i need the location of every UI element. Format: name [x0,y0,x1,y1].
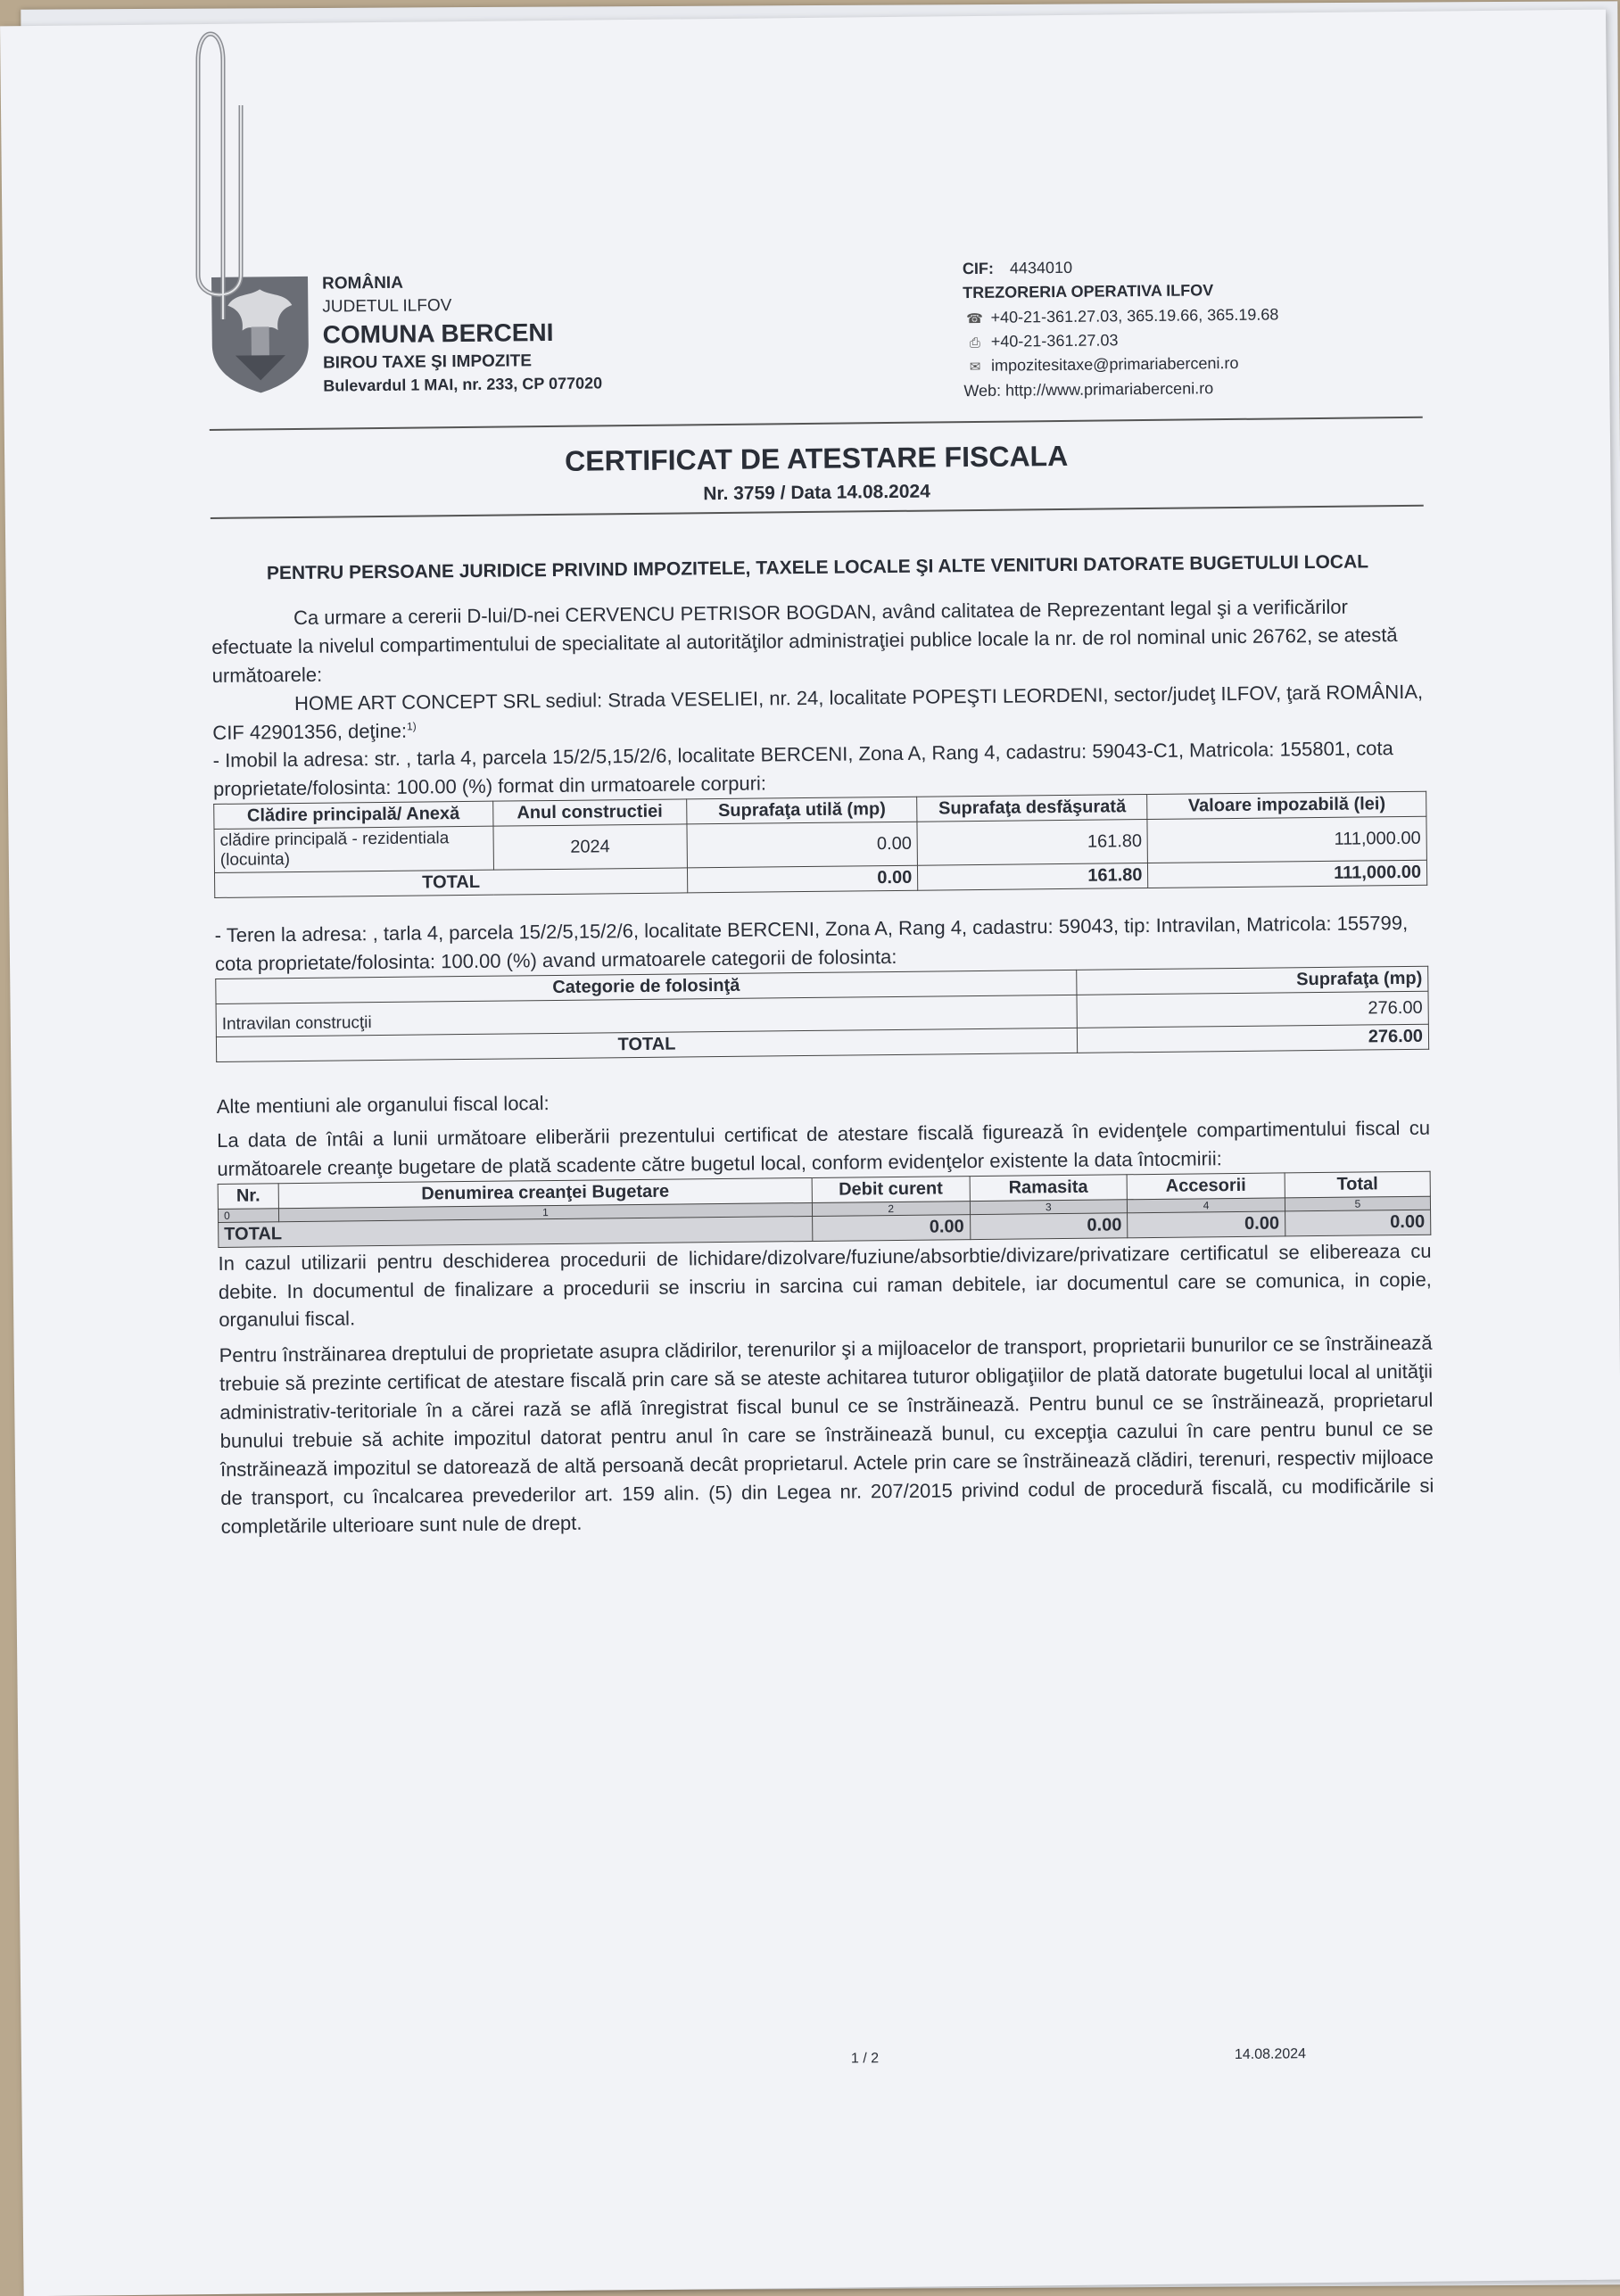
paper-clip-icon [187,7,259,328]
col-header: Suprafaţa utilă (mp) [687,797,917,824]
page-footer [227,2045,1440,2067]
col-header: Denumirea creanţei Bugetare [278,1177,812,1208]
debts-paragraph: La data de întâi a lunii următoare eliberării prezentului certificat de atestare fiscală figurează în evidenţele compartimentului fiscal cu următoarele creanţe bugetare de plată scadente către bugetul local, conform evidenţelor existente la data întocmirii: [217,1116,1431,1180]
total-amount: 0.00 [1285,1210,1430,1236]
phone-line [963,302,1278,330]
col-header: Ramasita [970,1174,1128,1201]
letterhead [208,235,1423,425]
total-taxable-value: 111,000.00 [1148,860,1427,888]
built-area-cell: 161.80 [917,820,1148,866]
fax-icon: ⎙ [969,335,980,351]
index-cell: 4 [1128,1198,1285,1213]
email-icon: ✉ [969,359,981,376]
index-cell: 5 [1285,1196,1430,1211]
col-header: Valoare impozabilă (lei) [1147,791,1426,819]
taxable-value-cell: 111,000.00 [1147,816,1426,863]
building-description: - Imobil la adresa: str. , tarla 4, parcela 15/2/5,15/2/6, localitate BERCENI, Zona A, Rang 4, cadastru: 59043-C1, Matricola: 155801, cota proprietate/folosinta: 100.00 (%) format din urmatoarele corpuri: [212,737,1393,801]
building-type-cell: clădire principală - rezidentiala (locuinta) [214,826,493,872]
country-label: ROMÂNIA [321,273,403,293]
commune-name: COMUNA BERCENI [322,318,554,349]
document-title: CERTIFICAT DE ATESTARE FISCALA [564,439,1069,477]
index-cell: 3 [970,1199,1128,1214]
total-current-debit: 0.00 [812,1214,970,1241]
fax-line [963,327,1279,355]
issuer-block [322,269,602,396]
other-mentions-label: Alte mentiuni ale organului fiscal local: [216,1092,550,1118]
index-cell: 2 [812,1201,970,1216]
cif-label: CIF: [962,259,995,278]
col-header: Suprafaţa (mp) [1077,966,1428,995]
col-header: Nr. [218,1183,278,1209]
county-label: JUDETUL ILFOV [322,295,452,317]
document-page [0,10,1620,2296]
transfer-paragraph: Pentru înstrăinarea dreptului de proprietate asupra clădirilor, terenurilor şi a mijloacelor de transport, proprietarii bunurilor ce se înstrăinează trebuie să prezinte certificat de atestare fiscală prin care să se ateste achitarea tuturor obligaţiilor de plată datorate bugetului local al unităţii administrativ-teritoriale în a cărei rază se află înregistrat fiscal bunul ce se înstrăinează. Pentru bunul ce se înstrăinează, proprietarul bunului trebuie să achite impozitul datorat pentru anul în care se înstrăinează bunul, cu excepţia cazului în care pentru bunul ce se înstrăinează impozitul se datorează de altă persoană decât proprietarul. Actele prin care se înstrăinează clădiri, terenuri, respectiv mijloace de transport, cu încalcarea prevederilor art. 159 alin. (5) din Legea nr. 207/2015 privind codul de procedură fiscală, cu modificările si completările ulterioare sunt nule de drept. [219,1332,1434,1538]
total-remainder: 0.00 [970,1212,1128,1239]
total-built-area: 161.80 [918,863,1148,891]
col-header: Suprafaţa desfăşurată [917,795,1147,822]
document-number: Nr. 3759 / Data 14.08.2024 [703,481,930,505]
useful-area-cell: 0.00 [687,822,918,868]
phone-numbers: +40-21-361.27.03, 365.19.66, 365.19.68 [990,305,1279,326]
web-line: Web: http://www.primariaberceni.ro [963,379,1214,400]
col-header: Debit curent [812,1176,970,1202]
cif-line [963,253,1278,281]
col-header: Clădire principală/ Anexă [214,801,493,829]
total-label: TOTAL [219,1216,813,1247]
procedure-paragraph: In cazul utilizarii pentru deschiderea procedurii de lichidare/dizolvare/fuziune/absorbtie/divizare/privatizare certificatul se elibereaza cu debite. In documentul de finalizare a procedurii se inscriu in sarcina cui raman debitele, iar documentul care se comunica, in copie, organului fiscal. [218,1239,1432,1332]
company-text: HOME ART CONCEPT SRL sediul: Strada VESELIEI, nr. 24, localitate POPEŞTI LEORDENI, sector/judeţ ILFOV, ţară ROMÂNIA, CIF 42901356, deţine: [212,680,1424,744]
col-header: Total [1285,1171,1430,1198]
fax-number: +40-21-361.27.03 [990,331,1119,351]
document-content [208,235,1434,2067]
construction-year-cell: 2024 [493,824,688,870]
land-area-cell: 276.00 [1077,991,1428,1028]
footer-date: 14.08.2024 [1234,2046,1307,2063]
building-table [213,791,1427,898]
total-land-area: 276.00 [1077,1024,1428,1053]
total-label: TOTAL [215,868,688,898]
land-category-cell: Intravilan construcţii [216,995,1077,1037]
total-label: TOTAL [216,1028,1077,1061]
col-header: Accesorii [1127,1173,1285,1200]
email-line [963,351,1279,379]
debt-table [218,1170,1432,1247]
intro-paragraph: Ca urmare a cererii D-lui/D-nei CERVENCU PETRISOR BOGDAN, având calitatea de Reprezentant legal şi a verificărilor efectuate la nivelul compartimentului de specialitate al autorităţilor administraţiei publice locale la nr. de rol nominal unic 26762, se atestă următoarele: [211,595,1398,687]
office-name: BIROU TAXE ŞI IMPOZITE [322,351,533,373]
document-subtitle: PENTRU PERSOANE JURIDICE PRIVIND IMPOZITELE, TAXELE LOCALE ŞI ALTE VENITURI DATORATE BUGETULUI LOCAL [266,551,1369,584]
office-address: Bulevardul 1 MAI, nr. 233, CP 077020 [323,374,603,395]
col-header: Anul constructiei [492,799,687,826]
total-useful-area: 0.00 [687,865,917,893]
total-accessories: 0.00 [1128,1211,1285,1238]
land-table [215,966,1429,1062]
index-cell: 1 [278,1202,812,1221]
phone-icon: ☎ [966,310,983,326]
email-address: impozitesitaxe@primariaberceni.ro [991,354,1239,376]
index-cell: 0 [218,1208,278,1222]
cif-value: 4434010 [1009,258,1073,277]
treasury-name: TREZORERIA OPERATIVA ILFOV [963,281,1214,302]
footnote-ref: 1) [406,719,417,732]
page-number: 1 / 2 [850,2051,880,2067]
contact-block [963,253,1279,403]
land-description: - Teren la adresa: , tarla 4, parcela 15/2/5,15/2/6, localitate BERCENI, Zona A, Rang 4, cadastru: 59043, tip: Intravilan, Matricola: 155799, cota proprietate/folosinta: 100.00 (%) avand urmatoarele categorii de folosinta: [214,912,1409,976]
col-header: Categorie de folosinţă [216,970,1077,1003]
